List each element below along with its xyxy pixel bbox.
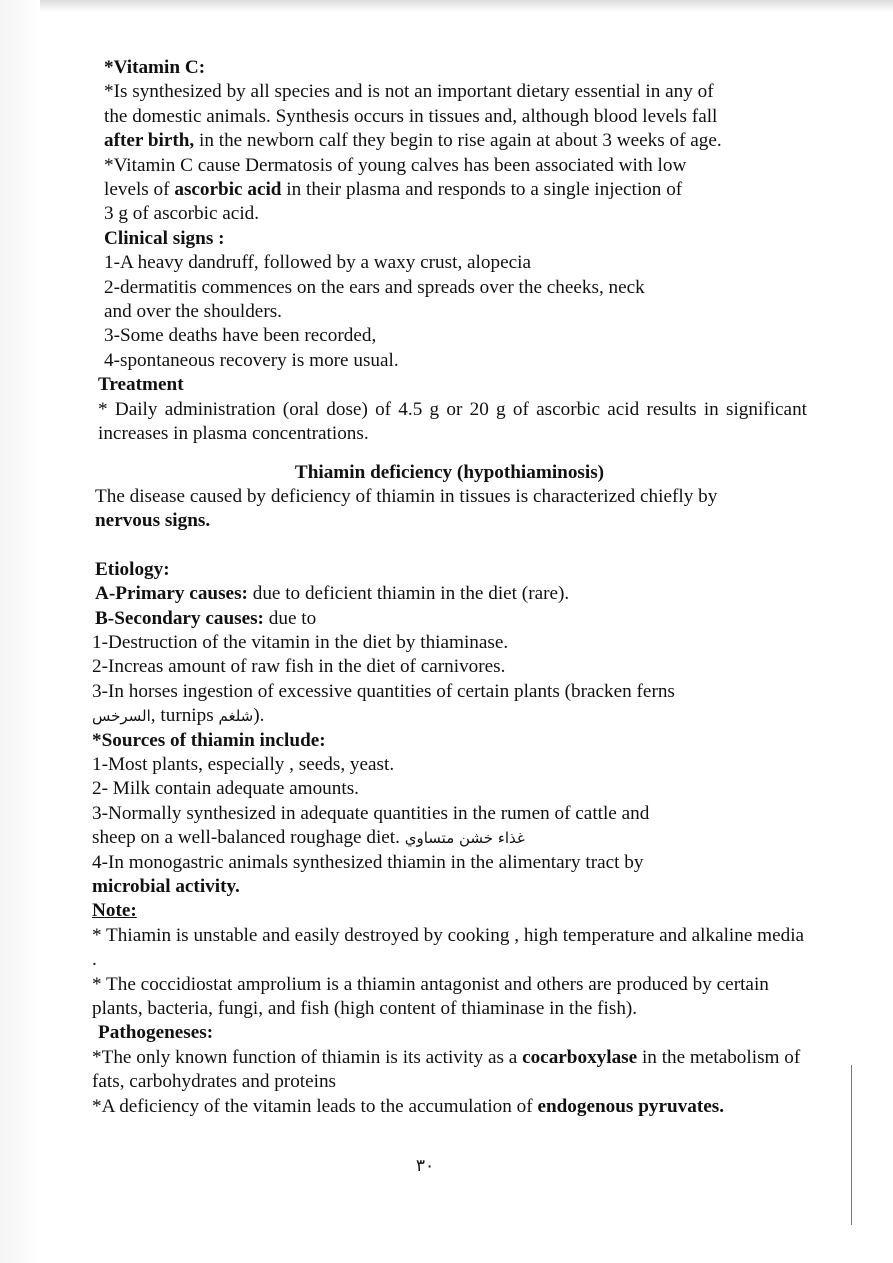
clinical-signs-heading: Clinical signs : — [104, 227, 225, 249]
thiamin-intro: The disease caused by deficiency of thiamin in tissues is characterized chiefly by — [95, 485, 718, 507]
clinical-sign-item: 2-dermatitis commences on the ears and spreads over the cheeks, neck — [104, 276, 645, 298]
primary-causes — [92, 582, 807, 606]
clinical-sign-item: and over the shoulders. — [104, 301, 282, 323]
etiology-item — [92, 704, 807, 728]
vitamin-c-line — [92, 129, 807, 153]
page-body — [92, 56, 807, 1119]
source-item: 1-Most plants, especially , seeds, yeast. — [92, 753, 395, 775]
vitamin-c-line: the domestic animals. Synthesis occurs in tissues and, although blood levels fall — [104, 105, 718, 127]
after-birth-rest: in the newborn calf they begin to rise again at about 3 weeks of age. — [194, 130, 722, 152]
note-item: * The coccidiostat amprolium is a thiamin antagonist and others are produced by certain plants, bacteria, fungi, and fish (high content of thiaminase in the fish). — [92, 973, 769, 1020]
vitamin-c-line: *Vitamin C cause Dermatosis of young calves has been associated with low — [104, 154, 687, 176]
levels-of-text: levels of — [104, 179, 175, 201]
sources-heading: *Sources of thiamin include: — [92, 729, 326, 751]
source-item: 2- Milk contain adequate amounts. — [92, 778, 359, 800]
clinical-sign-item: 1-A heavy dandruff, followed by a waxy crust, alopecia — [104, 252, 531, 274]
after-birth-bold: after birth, — [104, 130, 195, 152]
turnips-text: , turnips — [150, 705, 219, 727]
primary-causes-text: due to deficient thiamin in the diet (rare). — [247, 583, 570, 605]
source-item: 4-In monogastric animals synthesized thiamin in the alimentary tract by — [92, 851, 644, 873]
etiology-item: 1-Destruction of the vitamin in the diet by thiaminase. — [92, 631, 509, 653]
secondary-causes-text: due to — [263, 607, 317, 629]
source-item: 3-Normally synthesized in adequate quantities in the rumen of cattle and — [92, 802, 650, 824]
pathogeneses-p2 — [92, 1095, 807, 1119]
arabic-roughage: غذاء خشن متساوي — [404, 829, 525, 848]
pathogeneses-heading: Pathogeneses: — [98, 1022, 214, 1044]
pathogeneses-p1 — [92, 1046, 807, 1095]
p2-start: *A deficiency of the vitamin leads to the accumulation of — [92, 1095, 538, 1117]
secondary-causes-label: B-Secondary causes: — [95, 607, 264, 629]
sheep-line: sheep on a well-balanced roughage diet. — [92, 827, 405, 849]
page-number: ٣٠ — [415, 1156, 435, 1176]
source-item — [92, 826, 807, 850]
vitamin-c-line: *Is synthesized by all species and is not an important dietary essential in any of — [104, 81, 714, 103]
arabic-turnips: شلغم — [218, 707, 254, 726]
cocarboxylase-bold: cocarboxylase — [522, 1046, 638, 1068]
secondary-causes — [92, 607, 807, 631]
treatment-heading: Treatment — [98, 374, 184, 396]
etiology-heading: Etiology: — [95, 558, 170, 580]
ascorbic-acid-bold: ascorbic acid — [174, 179, 282, 201]
clinical-sign-item: 3-Some deaths have been recorded, — [104, 325, 377, 347]
treatment-text: * Daily administration (oral dose) of 4.5 g or 20 g of ascorbic acid results in significant increases in plasma concentrations. — [98, 398, 807, 445]
etiology-item: 2-Increas amount of raw fish in the diet of carnivores. — [92, 656, 506, 678]
vitamin-c-line: 3 g of ascorbic acid. — [104, 203, 260, 225]
primary-causes-label: A-Primary causes: — [95, 583, 248, 605]
scan-shadow-top — [0, 0, 893, 12]
turnips-close: ). — [253, 705, 265, 727]
p1-end: in the metabolism of fats, carbohydrates and proteins — [92, 1046, 801, 1093]
note-item: * Thiamin is unstable and easily destroyed by cooking , high temperature and alkaline media . — [92, 924, 805, 971]
note-heading: Note: — [92, 900, 137, 922]
scan-shadow-left — [0, 0, 40, 1263]
etiology-item: 3-In horses ingestion of excessive quantities of certain plants (bracken ferns — [92, 680, 675, 702]
source-item-bold: microbial activity. — [92, 876, 240, 897]
thiamin-intro-bold: nervous signs. — [95, 510, 211, 532]
p1-start: *The only known function of thiamin is its activity as a — [92, 1046, 523, 1068]
clinical-sign-item: 4-spontaneous recovery is more usual. — [104, 349, 399, 371]
endogenous-pyruvates-bold: endogenous pyruvates. — [537, 1095, 725, 1117]
arabic-bracken: السرخس — [92, 707, 151, 726]
levels-rest: in their plasma and responds to a single injection of — [281, 179, 683, 201]
thiamin-title: Thiamin deficiency (hypothiaminosis) — [294, 461, 605, 483]
scan-edge-line — [851, 1065, 852, 1225]
vitamin-c-heading: *Vitamin C: — [104, 57, 206, 78]
vitamin-c-line — [92, 178, 807, 202]
